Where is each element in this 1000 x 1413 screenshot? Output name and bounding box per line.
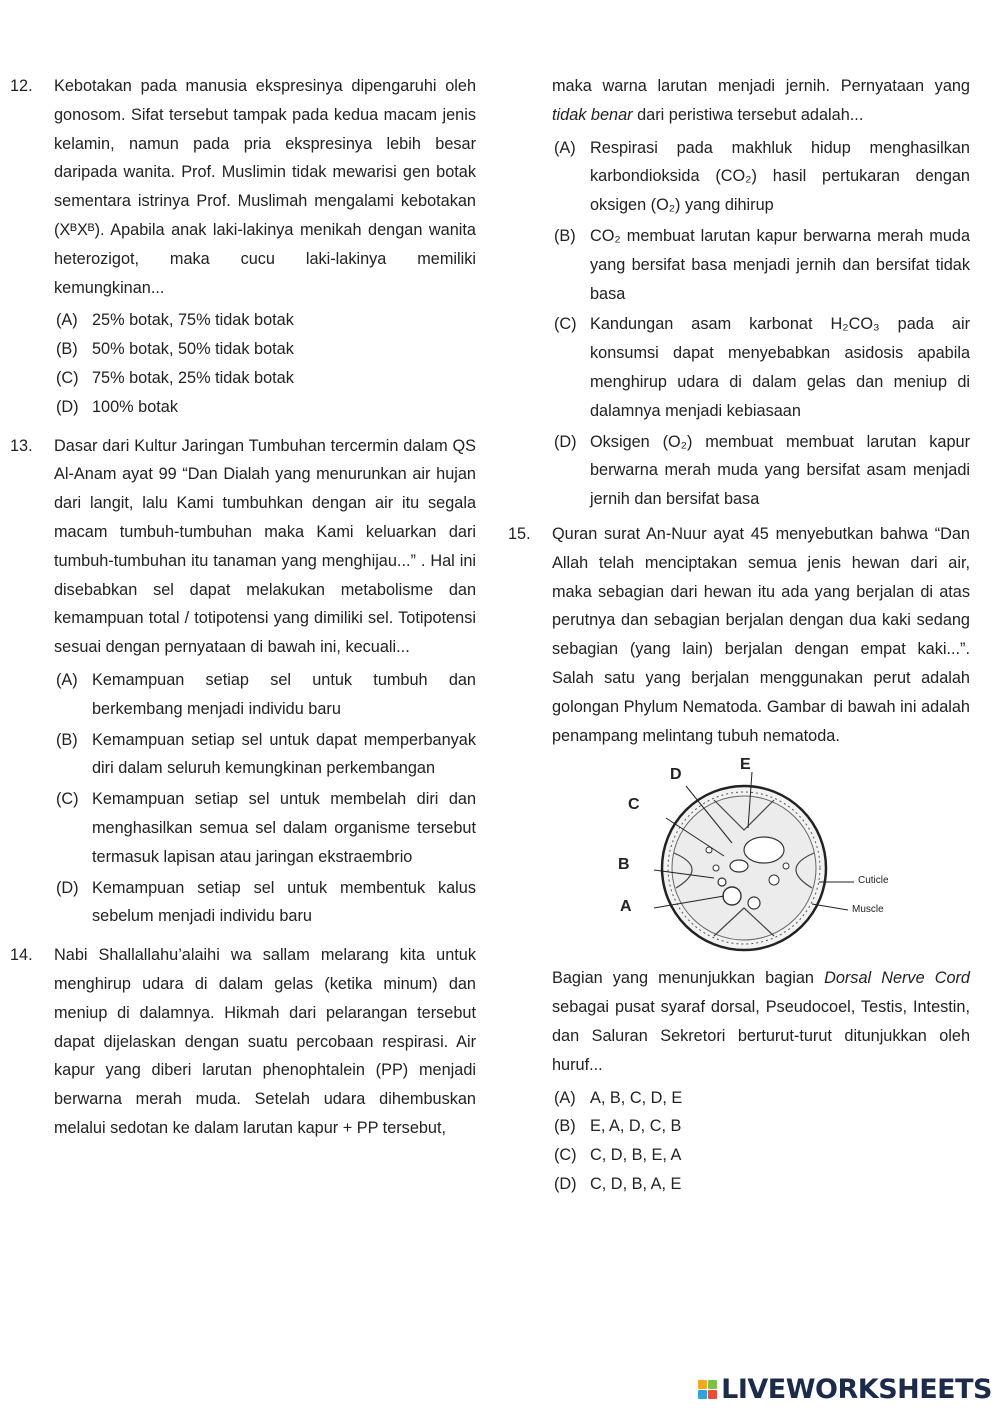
option-text: 25% botak, 75% tidak botak [92,311,294,330]
question-15 [508,520,970,1199]
option-label: (D) [554,432,577,451]
question-text: Quran surat An-Nuur ayat 45 menyebutkan bahwa “Dan Allah telah menciptakan semua jenis hewan dari air, maka sebagian dari hewan itu ada yang berjalan di atas perutnya dan sebagian berjalan dengan dua kaki sedang sebagian (yang lain) berjalan dengan empat kaki...”. Salah satu yang berjalan menggunakan perut adalah golongan Phylum Nematoda. Gambar di bawah ini adalah penampang melintang tubuh nematoda. [552,524,970,745]
option-label: (B) [554,226,576,245]
figure-label-muscle: Muscle [852,904,884,916]
question-text-continued [552,72,970,130]
option-a[interactable] [56,666,476,724]
after-text-b: sebagai pusat syaraf dorsal, Pseudocoel, Testis, Intestin, dan Saluran Sekretori berturut-turut ditunjukkan oleh huruf... [552,998,970,1074]
figure-label-a: A [620,898,632,916]
nematode-cross-section-figure [614,758,954,958]
option-label: (B) [554,1117,576,1136]
question-text-after-figure [552,964,970,1079]
liveworksheets-logo[interactable] [698,1374,992,1405]
option-label: (C) [554,315,577,334]
option-label: (B) [56,730,78,749]
question-14 [10,941,476,1143]
option-text: A, B, C, D, E [590,1088,683,1107]
gonad-dot [718,878,726,886]
option-b[interactable] [554,1112,970,1141]
option-label: (D) [56,878,79,897]
option-text: C, D, B, E, A [590,1146,682,1165]
logo-text: LIVEWORKSHEETS [721,1374,992,1405]
figure-label-cuticle: Cuticle [858,875,889,887]
option-d[interactable] [554,428,970,514]
emphasis-text: tidak benar [552,105,633,124]
continued-text-b: dari peristiwa tersebut adalah... [632,105,864,124]
question-number: 15. [508,524,531,543]
option-label: (C) [56,368,79,387]
gonad-dot [713,865,719,871]
option-a[interactable] [554,1084,970,1113]
continued-text-a: maka warna larutan menjadi jernih. Pernyataan yang [552,77,970,95]
option-text: 100% botak [92,397,178,416]
logo-mark-square [698,1390,707,1399]
option-c[interactable] [554,310,970,425]
option-label: (A) [56,670,78,689]
options-list [56,666,476,931]
option-b[interactable] [56,335,476,364]
option-c[interactable] [554,1141,970,1170]
option-text: C, D, B, A, E [590,1174,682,1193]
figure-label-d: D [670,766,682,784]
option-b[interactable] [56,726,476,784]
options-list [554,134,970,514]
question-number: 12. [10,77,33,95]
question-text: Dasar dari Kultur Jaringan Tumbuhan tercermin dalam QS Al-Anam ayat 99 “Dan Dialah yang menurunkan air hujan dari langit, lalu Kami tumbuhkan dengan air itu segala macam tumbuh-tumbuhan maka Kami keluarkan dari tumbuh-tumbuhan itu tanaman yang menghijau...” . Hal ini disebabkan sel dapat melakukan metabolisme dan kemampuan total / totipotensi yang dimiliki sel. Totipotensi sesuai dengan pernyataan di bawah ini, kecuali... [54,436,476,657]
option-label: (A) [56,311,78,330]
option-text: Oksigen (O₂) membuat membuat larutan kapur berwarna merah muda yang bersifat asam menjadi jernih dan bersifat basa [590,432,970,509]
after-text-a: Bagian yang menunjukkan bagian [552,969,825,988]
option-text: CO₂ membuat larutan kapur berwarna merah muda yang bersifat basa menjadi jernih dan bersifat tidak basa [590,226,970,303]
option-c[interactable] [56,364,476,393]
option-c[interactable] [56,785,476,871]
gonad-circle [723,887,741,905]
logo-mark-square [698,1380,707,1389]
gonad-dot [783,863,789,869]
option-label: (B) [56,340,78,359]
organ-oval [730,860,748,872]
figure-label-b: B [618,856,630,874]
left-column [10,72,476,1153]
figure-label-e: E [740,756,751,774]
option-text: Kemampuan setiap sel untuk membelah diri dan menghasilkan semua sel dalam organisme tersebut termasuk lapisan atau jaringan ekstraembrio [92,790,476,866]
option-text: Kandungan asam karbonat H₂CO₃ pada air konsumsi dapat menyebabkan asidosis apabila menghirup udara di dalam gelas dan meniup di dalamnya menjadi kebiasaan [590,315,970,420]
option-d[interactable] [56,393,476,422]
option-text: Kemampuan setiap sel untuk dapat memperbanyak diri dalam seluruh kemungkinan perkembangan [92,730,476,778]
option-label: (A) [554,138,576,157]
options-list [554,1084,970,1199]
question-14-continued [508,72,970,514]
option-label: (C) [554,1146,577,1165]
option-label: (A) [554,1088,576,1107]
right-column [508,72,970,1209]
option-text: E, A, D, C, B [590,1117,682,1136]
question-text: Nabi Shallallahu’alaihi wa sallam melarang kita untuk menghirup udara di dalam gelas (ketika minum) dan meniup di dalamnya. Hikmah dari pelarangan tersebut dapat dijelaskan dengan suatu percobaan respirasi. Air kapur yang diberi larutan phenophtalein (PP) menjadi berwarna merah muda. Setelah udara dihembuskan melalui sedotan ke dalam larutan kapur + PP tersebut, [54,946,476,1137]
option-a[interactable] [554,134,970,220]
question-number: 14. [10,946,33,965]
option-label: (C) [56,790,79,809]
logo-mark-square [708,1390,717,1399]
option-b[interactable] [554,222,970,308]
gonad-circle-small [748,897,760,909]
question-number: 13. [10,436,33,455]
option-label: (D) [56,397,79,416]
question-13 [10,432,476,932]
figure-label-c: C [628,796,640,814]
option-text: Kemampuan setiap sel untuk tumbuh dan berkembang menjadi individu baru [92,670,476,718]
logo-mark-square [708,1380,717,1389]
emphasis-text: Dorsal Nerve Cord [824,969,970,988]
option-text: Respirasi pada makhluk hidup menghasilkan karbondioksida (CO₂) hasil pertukaran dengan oksigen (O₂) yang dihirup [590,138,970,215]
option-label: (D) [554,1174,577,1193]
option-d[interactable] [554,1170,970,1199]
question-12 [10,72,476,422]
option-text: 75% botak, 25% tidak botak [92,368,294,387]
nematode-diagram [614,758,954,958]
option-text: 50% botak, 50% tidak botak [92,340,294,359]
gonad-dot [769,875,779,885]
option-a[interactable] [56,306,476,335]
option-d[interactable] [56,874,476,932]
option-text: Kemampuan setiap sel untuk membentuk kalus sebelum menjadi individu baru [92,878,476,926]
logo-mark-icon [698,1380,717,1399]
intestine [744,837,784,863]
question-text: Kebotakan pada manusia ekspresinya dipengaruhi oleh gonosom. Sifat tersebut tampak pada kedua macam jenis kelamin, namun pada pria ekspresinya lebih besar daripada wanita. Prof. Muslimin tidak mewarisi gen botak sementara istrinya Prof. Muslimah mengalami kebotakan (XᴮXᴮ). Apabila anak laki-lakinya menikah dengan wanita heterozigot, maka cucu laki-lakinya memiliki kemungkinan... [54,77,476,297]
options-list [56,306,476,421]
